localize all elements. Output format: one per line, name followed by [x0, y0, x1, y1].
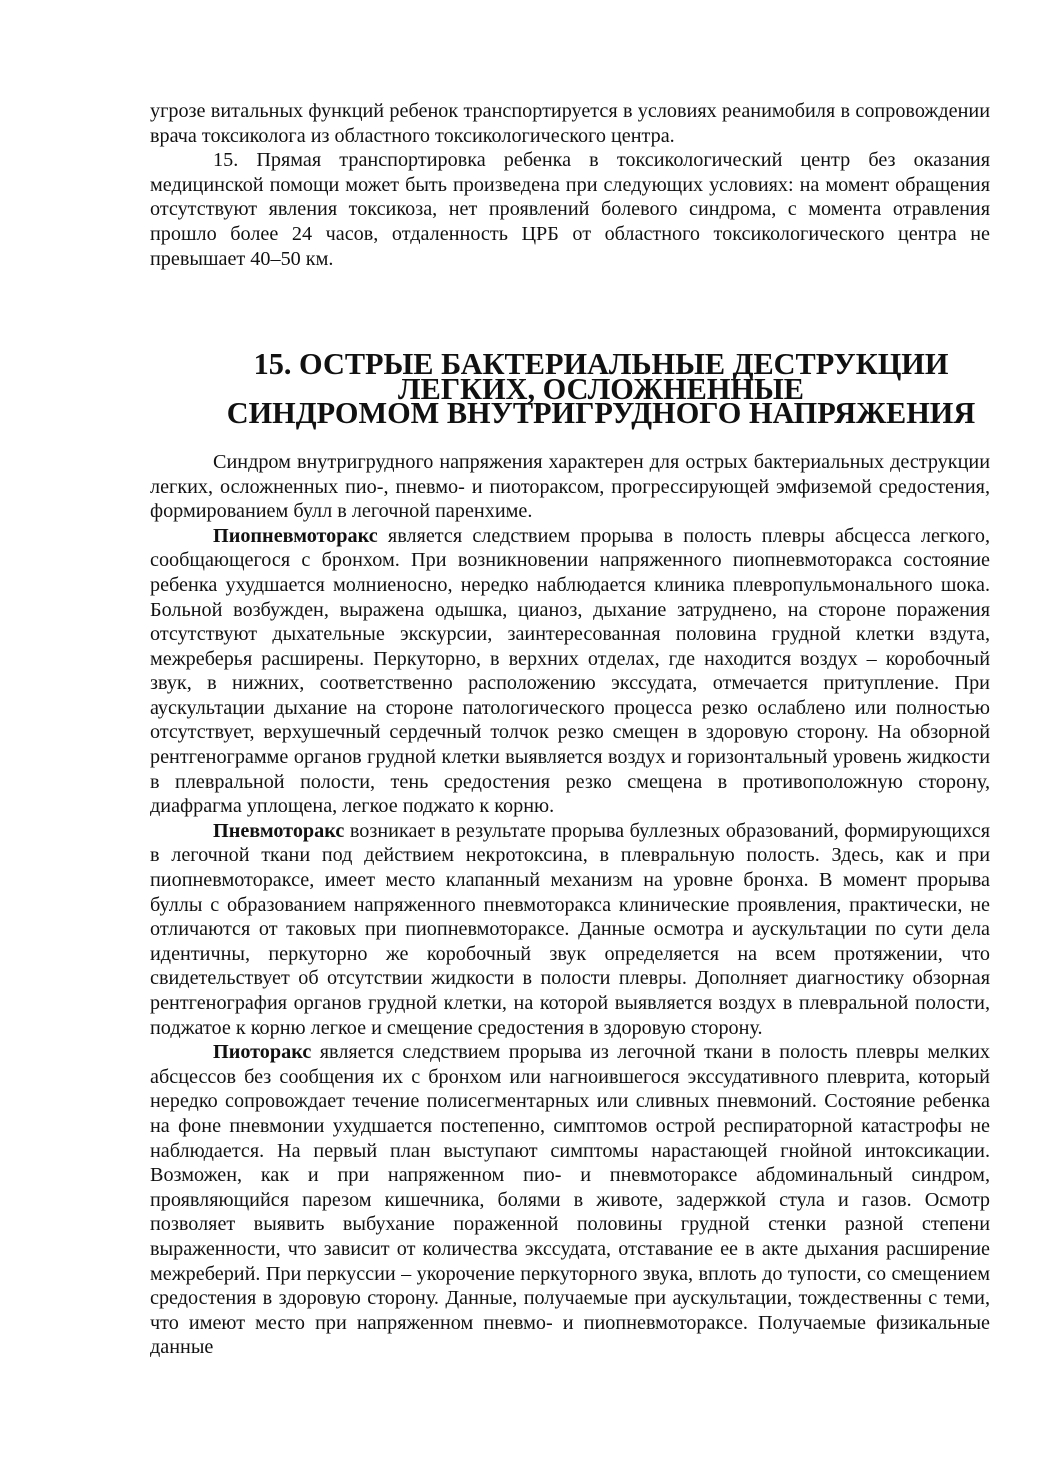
term-pyothorax: Пиоторакс	[213, 1041, 312, 1064]
paragraph-direct-transport: 15. Прямая транспортировка ребенка в токсикологический центр без оказания медицинской помощи может быть произведена при следующих условиях: на момент обращения отсутствуют явления токсикоза, нет проявлений болевого синдрома, с момента отравления прошло более 24 часов, отдаленность ЦРБ от областного токсикологического центра не превышает 40–50 км.	[150, 149, 990, 270]
text-pyothorax: является следствием прорыва из легочной ткани в полость плевры мелких абсцессов без сообщения их с бронхом или нагноившегося экссудативного плеврита, который нередко сопровождает течение полисегментарных или сливных пневмоний. Состояние ребенка на фоне пневмонии ухудшается постепенно, симптомов острой респираторной катастрофы не наблюдается. На первый план выступают симптомы нарастающей гнойной интоксикации. Возможен, как и при напряженном пио- и пневмотораксе абдоминальный синдром, проявляющийся парезом кишечника, болями в животе, задержкой стула и газов. Осмотр позволяет выявить выбухание пораженной половины грудной стенки разной степени выраженности, что зависит от количества экссудата, отставание ее в акте дыхания расширение межреберий. При перкуссии – укорочение перкуторного звука, вплоть до тупости, со смещением средостения в здоровую сторону. Данные, получаемые при аускультации, тождественны с теми, что имеют место при напряженном пневмо- и пиопневмотораксе. Получаемые физикальные данные	[150, 1041, 990, 1359]
text-pneumothorax: возникает в результате прорыва буллезных образований, формирующихся в легочной ткани под действием некротоксина, в плевральную полость. Здесь, как и при пиопневмотораксе, имеет место клапанный механизм на уровне бронха. В момент прорыва буллы с образованием напряженного пневмоторакса клинические проявления, практически, не отличаются от таковых при пиопневмотораксе. Данные осмотра и аускультации по сути дела идентичны, перкуторно же коробочный звук определяется на всем протяжении, что свидетельствует об отсутствии жидкости в полости плевры. Дополняет диагностику обзорная рентгенография органов грудной клетки, на которой выявляется воздух в плевральной полости, поджатое к корню легкое и смещение средостения в здоровую сторону.	[150, 819, 990, 1039]
paragraph-transport-conditions: угрозе витальных функций ребенок транспортируется в условиях реанимобиля в сопровождении врача токсиколога из областного токсикологического центра.	[150, 100, 990, 147]
paragraph-pyothorax	[150, 1040, 990, 1360]
section-heading	[150, 347, 990, 431]
text-pyopneumothorax: является следствием прорыва в полость плевры абсцесса легкого, сообщающегося с бронхом. При возникновении напряженного пиопневмоторакса состояние ребенка ухудшается молниеносно, нередко наблюдается клиника плевропульмонального шока. Больной возбужден, выражена одышка, цианоз, дыхание затруднено, на стороне поражения отсутствуют дыхательные экскурсии, заинтересованная половина грудной клетки вздута, межреберья расширены. Перкуторно, в верхних отделах, где находится воздух – коробочный звук, в нижних, соответственно расположению экссудата, отмечается притупление. При аускультации дыхание на стороне патологического процесса резко ослаблено или полностью отсутствует, верхушечный сердечный толчок резко смещен в здоровую сторону. На обзорной рентгенограмме органов грудной клетки выявляется воздух и горизонтальный уровень жидкости в плевральной полости, тень средостения резко смещена в противоположную сторону, диафрагма уплощена, легкое поджато к корню.	[150, 524, 990, 818]
paragraph-intro: Синдром внутригрудного напряжения характерен для острых бактериальных деструкции легких, осложненных пио-, пневмо- и пиотораксом, прогрессирующей эмфиземой средостения, формированием булл в легочной паренхиме.	[150, 450, 990, 523]
paragraph-pneumothorax	[150, 819, 990, 1040]
document-page	[150, 99, 990, 1360]
section-heading-line-2: СИНДРОМОМ ВНУТРИГРУДНОГО НАПРЯЖЕНИЯ	[226, 396, 976, 431]
term-pneumothorax: Пневмоторакс	[213, 819, 345, 842]
paragraph-pyopneumothorax	[150, 524, 990, 819]
term-pyopneumothorax: Пиопневмоторакс	[213, 524, 378, 547]
section-heading-line-1: 15. ОСТРЫЕ БАКТЕРИАЛЬНЫЕ ДЕСТРУКЦИИ ЛЕГКИХ, ОСЛОЖНЕННЫЕ	[253, 347, 949, 406]
